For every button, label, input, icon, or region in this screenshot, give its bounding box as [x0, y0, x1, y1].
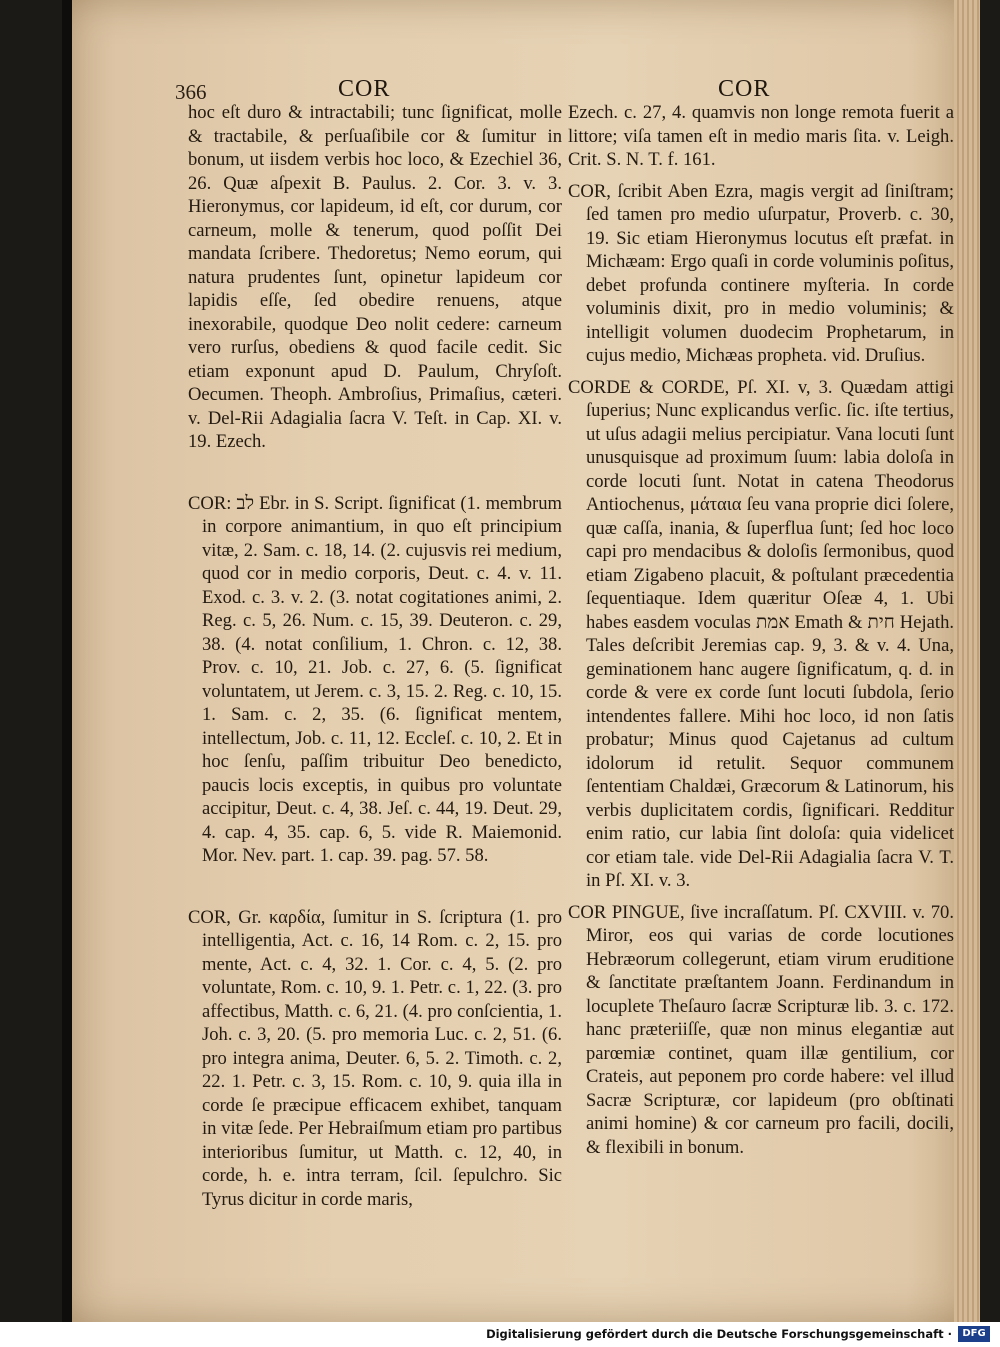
entry-cor-greek: COR, Gr. καρδία, ſumitur in S. ſcriptura (1. pro intelligentia, Act. c. 16, 14 Rom. c. 2, 15. pro mente, Act. c. 4, 32. 1. Cor. c. 4, 5. (2. pro voluntate, Rom. c. 10, 9. 1. Petr. c. 1, 22. (3. pro affectibus, Matth. c. 6, 21. (4. pro conſcientia, 1. Joh. c. 3, 20. (5. pro memoria Luc. c. 2, 51. (6. pro integra anima, Deuter. 6, 5. 2. Timoth. c. 2, 22. 1. Petr. c. 3, 15. Rom. c. 10, 9. quia illa in corde ſe præcipue efficacem exhibet, tanquam in vitæ ſede. Per Hebraiſmum etiam pro partibus interioribus ſumitur, ut Matth. c. 12, 40, in corde, h. e. intra terram, ſcil. ſepulchro. Sic Tyrus dicitur in corde maris, [188, 906, 562, 1210]
left-column [188, 101, 562, 1211]
dfg-logo: DFG [958, 1326, 990, 1342]
entry-cor-aben-ezra: COR, ſcribit Aben Ezra, magis vergit ad ſiniſtram; ſed tamen pro medio uſurpatur, Proverb. c. 30, 19. Sic etiam Hieronymus locutus eſt præfat. in Michæam: Ergo quaſi in corde voluminis poſitus, debet profunda continere myſteria. In corde voluminis dixit, pro in medio voluminis; & intelligit volumen duodecim Prophetarum, in cujus medio, Michæas propheta. vid. Druſius. [568, 180, 954, 366]
page-number: 366 [175, 80, 207, 104]
footer-bar [0, 1322, 1000, 1347]
book-gutter [62, 0, 72, 1322]
right-column [568, 101, 954, 1159]
paragraph-continuation-right: Ezech. c. 27, 4. quamvis non longe remota fuerit a littore; viſa tamen eſt in medio maris ſita. v. Leigh. Crit. S. N. T. f. 161. [568, 102, 954, 170]
entry-corde-et-corde: CORDE & CORDE, Pſ. XI. v, 3. Quædam attigi ſuperius; Nunc explicandus verſic. ſic. iſte tertius, ut uſus adagii melius percipiatur. Vana locuti ſunt unusquisque ad proximum ſuum: labia doloſa in corde locuti ſunt. Notat in catena Theodorus Antiochenus, μάταια ſeu vana proprie dici ſolere, quæ caſſa, inania, & ſuperflua ſunt; ſed hoc loco capi pro mendacibus & doloſis ſermonibus, quod etiam Zigabeno placuit, & poſtulant præcedentia ſequentiaque. Idem quæritur Oſeæ 4, 1. Ubi habes easdem voculas אמת Emath & חית Hejath. Tales deſcribit Jeremias cap. 9, 3. & v. 4. Una, geminationem hanc augere ſignificatum, q. d. in corde & vere ex corde ſunt locuti ſubdola, ſerio intendentes fallere. Mihi hoc loco, id non ſatis probatur; Minus quod Cajetanus ad cultum idolorum id retulit. Sequor communem ſententiam Chaldæi, Græcorum & Latinorum, his verbis duplicitatem cordis, ſignificari. Redditur enim ratio, cur labia ſint doloſa: quia videlicet cor etiam tale. vide Del-Rii Adagialia ſacra V. T. in Pſ. XI. v. 3. [568, 376, 955, 891]
running-head-left: COR [338, 76, 391, 102]
paragraph-continuation: hoc eſt duro & intractabili; tunc ſignificat, molle & tractabile, & perſuaſibile cor & ſumitur in bonum, ut iisdem verbis hoc loco, & Ezechiel 36, 26. Quæ aſpexit B. Paulus. 2. Cor. 3. v. 3. Hieronymus, cor lapideum, id eſt, cor durum, cor carneum, molle & tenerum, quod poſſit Dei mandata ſcribere. Thedoretus; Nemo eorum, qui natura prudentes ſunt, opinetur lapideum cor lapidis eſſe, ſed obedire renuens, atque inexorabile, quodque Deo nolit cedere: carneum vero rurſus, obediens & quod facile cedit. Sic etiam exponunt apud D. Paulum, Chryſoſt. Oecumen. Theoph. Ambroſius, Primaſius, cæteri. v. Del-Rii Adagialia ſacra V. Teſt. in Cap. XI. v. 19. Ezech. [188, 102, 562, 452]
funding-credit: Digitalisierung gefördert durch die Deutsche Forschungsgemeinschaft · [486, 1327, 952, 1341]
entry-cor-hebrew: COR: לב Ebr. in S. Script. ſignificat (1. membrum in corpore animantium, in quo eſt principium vitæ, 2. Sam. c. 18, 14. (2. cujusvis rei medium, quod cor in medio corporis, Deut. c. 4. v. 11. Exod. c. 3. v. 2. (3. notat cogitationes animi, 2. Reg. c. 5, 26. Num. c. 15, 39. Deuteron. c. 29, 38. (4. notat conſilium, 1. Chron. c. 12, 38. Prov. c. 10, 21. Job. c. 27, 6. (5. ſignificat voluntatem, ut Jerem. c. 3, 15. 2. Reg. c. 10, 15. 1. Sam. c. 2, 35. (6. ſignificat mentem, intellectum, Job. c. 11, 12. Eccleſ. c. 10, 2. Et in hoc ſenſu, paſſim tribuitur Deo benedicto, paucis locis exceptis, in quibus pro voluntate accipitur, Deut. c. 4, 38. Jeſ. c. 44, 19. Deut. 29, 4. cap. 4, 35. cap. 6, 5. vide R. Maiemonid. Mor. Nev. part. 1. cap. 39. pag. 57. 58. [188, 492, 562, 866]
entry-cor-pingue: COR PINGUE, ſive incraſſatum. Pſ. CXVIII. v. 70. Miror, eos qui varias de corde locutiones Hebræorum collegerunt, etiam virum eruditione & ſanctitate præſtantem Joann. Ferdinandum in locuplete Theſauro ſacræ Scripturæ lib. 3. c. 172. hanc præteriiſſe, quæ non minus elegantiæ aut parœmiæ continet, quam illæ gentilium, cor Crateis, aut peponem pro corde habere: vel illud Sacræ Scripturæ, cor lapideum (pro obſtinati animi homine) & cor carneum pro facili, docili, & flexibili in bonum. [568, 901, 954, 1158]
page-edge [954, 0, 980, 1322]
running-head-right: COR [718, 76, 771, 102]
